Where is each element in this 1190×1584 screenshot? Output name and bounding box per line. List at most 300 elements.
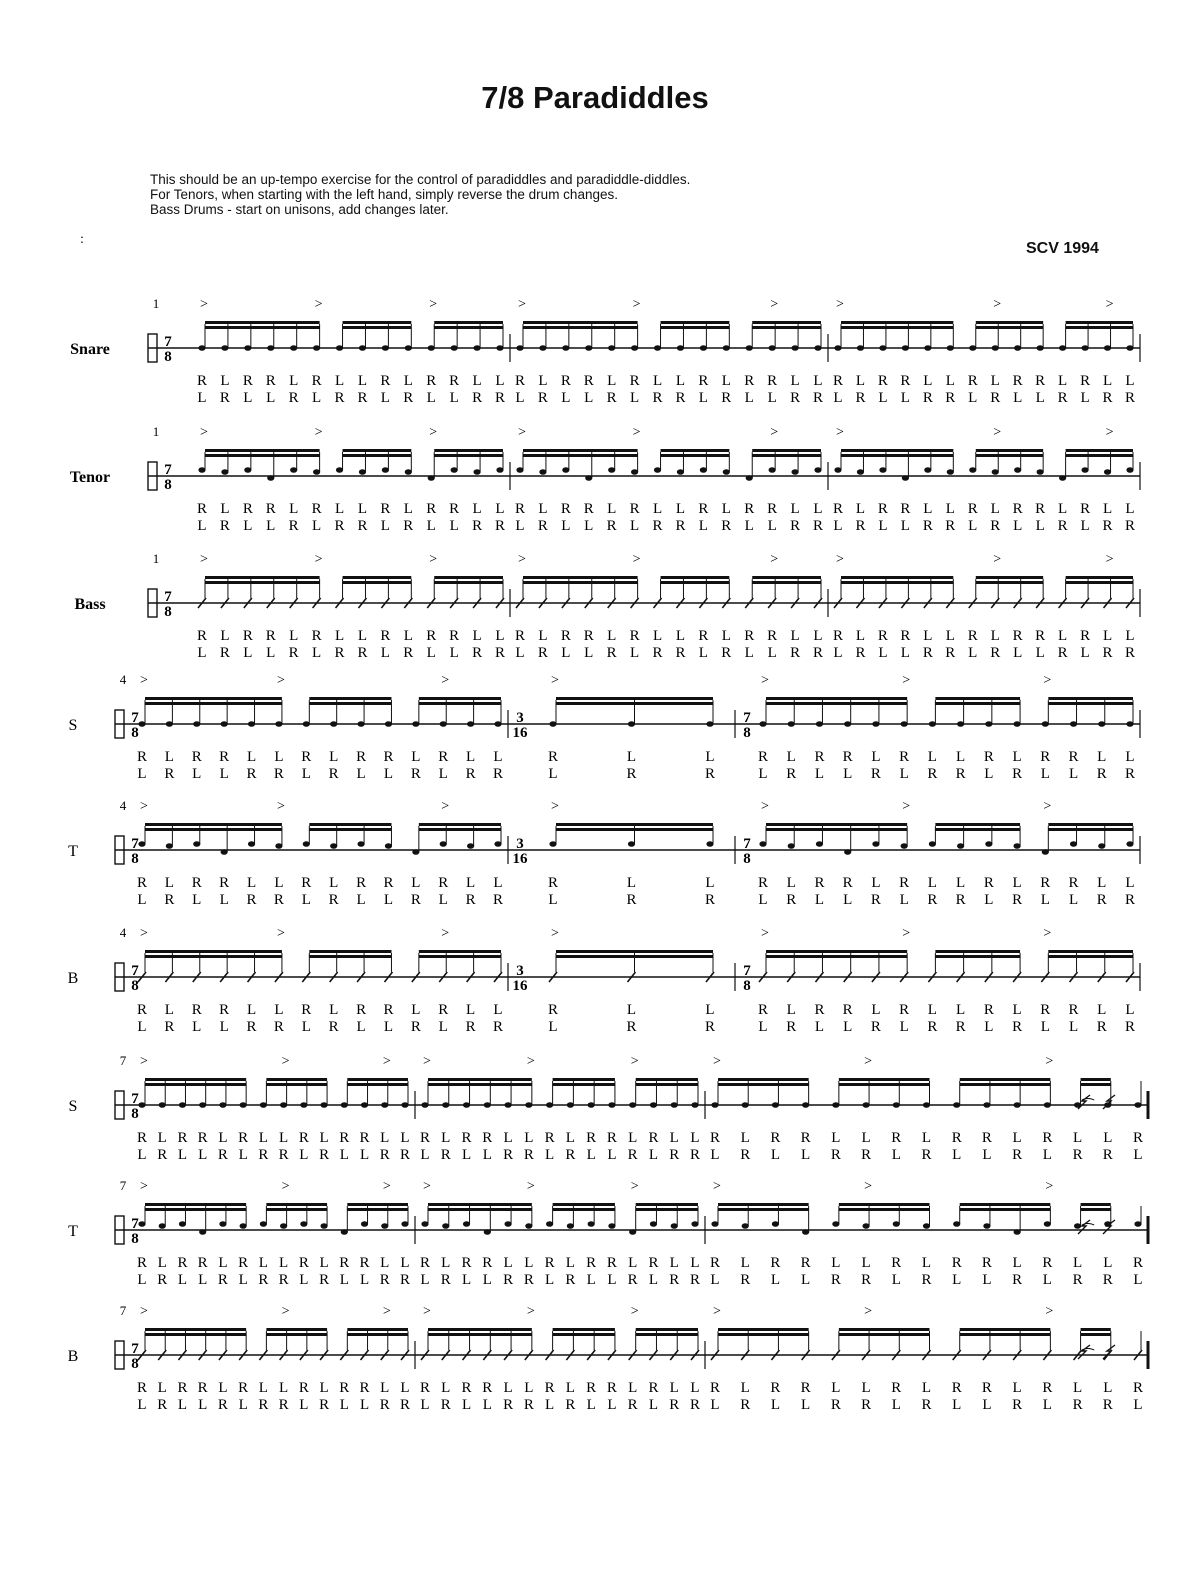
sticking-right: R [359,1255,370,1271]
sticking-right: L [274,1002,284,1018]
sticking-right: L [164,875,174,891]
sticking-right: R [426,628,437,644]
sticking-right: R [426,501,437,517]
beam [935,697,1020,700]
sticking-right: L [786,875,796,891]
beam [1081,1333,1111,1336]
sticking-left: L [814,892,825,908]
time-signature-bottom: 8 [131,1356,139,1372]
sticking-right: L [157,1380,167,1396]
beam [205,576,320,579]
beam [661,449,730,452]
sticking-right: R [981,1380,992,1396]
sticking-right: R [606,1130,617,1146]
sticking-left: L [698,390,708,406]
measure-number: 7 [119,1178,127,1193]
sticking-left: L [586,1272,596,1288]
sticking-left: L [770,1147,781,1163]
accent-mark: > [770,425,779,440]
sticking-right: L [1012,875,1022,891]
sticking-right: L [319,1255,329,1271]
accent-mark: > [140,673,148,688]
sticking-left: L [482,1397,492,1413]
time-signature-bottom: 16 [512,851,528,867]
instrument-label: S [68,1098,78,1115]
accent-mark: > [1105,297,1114,312]
sticking-left: R [357,645,368,661]
beam [145,950,282,953]
time-signature-top: 7 [131,1341,139,1357]
beam [553,1078,615,1081]
beam [309,697,391,700]
accent-mark: > [864,1304,873,1319]
sticking-left: R [626,1019,637,1035]
beam [1066,576,1133,579]
sticking-right: R [482,1130,493,1146]
sticking-left: L [833,390,843,406]
sticking-right: R [814,875,825,891]
sticking-right: L [945,501,955,517]
beam [1066,321,1133,324]
accent-mark: > [276,799,285,814]
sticking-left: L [192,1019,202,1035]
accent-mark: > [382,1179,391,1194]
beam [266,1203,327,1206]
sticking-left: L [1013,645,1023,661]
beam [766,823,907,826]
sticking-right: R [983,749,994,765]
sticking-right: R [832,628,844,644]
sticking-right: R [380,501,391,517]
sticking-right: R [356,749,367,765]
sticking-right: R [744,373,755,389]
sticking-right: R [1132,1130,1144,1146]
sticking-right: L [786,1002,796,1018]
sticking-right: L [923,501,933,517]
sticking-left: L [548,1019,558,1035]
sticking-right: R [196,501,208,517]
beam [419,823,501,826]
sticking-right: L [675,373,686,389]
sticking-right: L [956,749,966,765]
sticking-left: R [472,645,483,661]
time-signature-bottom: 8 [131,978,139,994]
sticking-right: R [301,875,312,891]
beam [839,1333,930,1336]
sticking-left: R [492,892,504,908]
sticking-right: L [258,1380,268,1396]
beam [976,326,1043,329]
sticking-left: L [339,1272,349,1288]
sticking-right: L [871,1002,881,1018]
sticking-right: L [441,1255,451,1271]
sticking-right: R [744,628,755,644]
sticking-left: R [1102,1397,1113,1413]
sticking-right: R [219,1002,230,1018]
sticking-right: L [1102,628,1113,644]
sticking-right: L [538,628,548,644]
sticking-left: R [523,1272,534,1288]
eighth-rest [1103,1345,1115,1359]
sticking-left: R [1102,645,1113,661]
sticking-left: R [1012,766,1023,782]
beam [266,1078,327,1081]
sticking-right: L [990,628,1000,644]
sticking-right: L [626,749,637,765]
sticking-left: R [399,1147,411,1163]
sticking-left: L [266,390,276,406]
sticking-right: R [586,1380,597,1396]
beam [145,1078,246,1081]
sticking-right: L [1125,1002,1135,1018]
sticking-right: L [956,875,966,891]
sticking-right: L [721,628,731,644]
accent-mark: > [1043,673,1052,688]
sticking-left: L [198,1272,208,1288]
sticking-right: L [690,1130,700,1146]
sticking-left: L [515,645,525,661]
sticking-left: R [790,518,801,534]
sticking-right: R [238,1380,249,1396]
sticking-right: R [482,1255,493,1271]
author-credit: SCV 1994 [1026,240,1099,257]
beam [1048,702,1133,705]
sticking-right: L [258,1130,268,1146]
sticking-left: R [669,1272,680,1288]
sticking-right: R [544,1130,555,1146]
sticking-left: R [626,892,637,908]
sticking-left: R [410,766,421,782]
sticking-right: R [191,875,202,891]
accent-mark: > [551,673,559,688]
sticking-left: L [197,645,207,661]
time-signature-bottom: 8 [164,349,172,365]
sticking-right: R [177,1255,188,1271]
sticking-right: L [813,501,823,517]
sticking-right: R [1040,1002,1051,1018]
accent-mark: > [1045,1179,1054,1194]
sticking-right: L [400,1380,410,1396]
sticking-left: L [984,766,994,782]
beam [553,1328,615,1331]
sticking-left: L [359,1147,370,1163]
intro-line: This should be an up-tempo exercise for the control of paradiddles and paradiddle-diddles. [150,172,691,187]
sticking-left: R [1072,1397,1083,1413]
sticking-right: L [652,501,663,517]
instrument-label: T [68,1223,78,1240]
sticking-right: L [329,875,339,891]
sticking-right: R [770,1380,781,1396]
beam [343,321,412,324]
sticking-left: L [197,518,207,534]
sticking-right: L [813,373,823,389]
sticking-left: L [561,518,571,534]
sticking-right: R [900,501,911,517]
sticking-left: R [652,518,663,534]
sticking-left: R [855,390,866,406]
sticking-left: L [1042,1272,1052,1288]
sticking-left: R [830,1272,841,1288]
sticking-right: L [380,1380,390,1396]
beam [434,449,503,452]
sticking-left: L [968,390,978,406]
beam [839,1328,930,1331]
sticking-left: R [689,1397,701,1413]
sticking-left: L [356,766,366,782]
beam [556,955,713,958]
sticking-right: L [466,749,476,765]
sticking-left: L [1042,1397,1052,1413]
sticking-left: L [1068,1019,1079,1035]
sticking-right: L [740,1380,750,1396]
sticking-left: L [359,1397,370,1413]
beam [523,449,638,452]
sticking-right: R [891,1255,902,1271]
sticking-left: L [814,766,825,782]
sticking-left: L [878,390,888,406]
sticking-left: R [1124,645,1136,661]
beam [145,1208,246,1211]
sticking-left: L [630,390,640,406]
sticking-left: R [379,1147,390,1163]
sticking-left: R [503,1397,514,1413]
beam [752,326,821,329]
sticking-right: L [921,1255,932,1271]
sticking-left: L [1068,766,1079,782]
sticking-right: L [871,749,881,765]
sticking-right: R [177,1380,188,1396]
sticking-right: R [951,1255,962,1271]
sticking-right: R [1042,1130,1053,1146]
accent-mark: > [276,926,285,941]
accent-mark: > [276,673,285,688]
sticking-right: R [419,1130,431,1146]
sticking-right: R [583,373,594,389]
beam [145,1083,246,1086]
sticking-right: R [191,1002,202,1018]
sticking-right: R [383,875,394,891]
sticking-left: L [198,1147,208,1163]
sticking-right: R [426,373,437,389]
sticking-right: R [1080,628,1091,644]
beam [266,1328,327,1331]
beam [1081,1203,1111,1206]
sticking-right: R [380,373,391,389]
sticking-right: R [648,1380,659,1396]
accent-mark: > [441,673,450,688]
sticking-left: L [801,1397,811,1413]
beam [556,950,713,953]
sticking-right: R [265,628,276,644]
time-signature-bottom: 16 [512,725,528,741]
sticking-left: R [1102,1272,1113,1288]
beam [661,321,730,324]
sticking-right: R [900,373,911,389]
sticking-left: R [357,518,368,534]
sticking-right: R [1035,628,1046,644]
sticking-right: L [524,1130,534,1146]
sticking-right: R [438,749,449,765]
sticking-right: L [855,501,866,517]
sticking-right: R [482,1380,493,1396]
sticking-left: R [1124,1019,1136,1035]
beam [1066,326,1133,329]
sticking-right: L [220,501,230,517]
sticking-right: R [359,1380,370,1396]
sticking-left: L [449,390,459,406]
sticking-right: L [927,875,937,891]
sticking-right: L [565,1380,575,1396]
sticking-left: L [301,1019,311,1035]
sticking-right: L [1012,1130,1022,1146]
sticking-left: L [891,1147,901,1163]
sticking-right: L [329,1002,339,1018]
sticking-left: R [675,518,686,534]
sticking-left: L [710,1147,720,1163]
sticking-right: R [1012,501,1023,517]
beam [523,576,638,579]
sticking-left: R [1072,1147,1083,1163]
beam [841,321,953,324]
sticking-left: L [833,645,843,661]
beam [752,576,821,579]
sticking-left: L [584,518,594,534]
beam [309,823,391,826]
sticking-left: L [952,1272,962,1288]
beam [766,828,907,831]
beam [205,449,320,452]
sticking-left: L [1035,518,1045,534]
accent-mark: > [761,799,769,814]
beam [960,1328,1051,1331]
sticking-right: R [981,1130,992,1146]
sticking-left: L [814,1019,825,1035]
sticking-left: R [955,892,966,908]
sticking-right: R [648,1255,659,1271]
sticking-right: R [698,628,709,644]
beam [343,449,412,452]
accent-mark: > [713,1179,721,1194]
sticking-right: L [164,749,174,765]
sticking-right: R [629,373,640,389]
sticking-right: L [380,1130,390,1146]
sticking-right: L [503,1255,513,1271]
rest-mark: ⁀ [1082,1100,1094,1115]
beam [145,828,282,831]
accent-mark: > [526,1054,535,1069]
sticking-right: R [648,1130,659,1146]
sticking-right: L [831,1130,841,1146]
sticking-right: R [339,1130,350,1146]
sticking-left: L [648,1397,659,1413]
sticking-right: R [767,628,778,644]
beam [752,321,821,324]
beam [1066,581,1133,584]
sticking-left: L [710,1397,720,1413]
beam [309,955,391,958]
beam [839,1078,930,1081]
sticking-left: L [899,892,909,908]
sticking-right: R [629,628,640,644]
sticking-right: L [607,628,617,644]
sticking-right: R [136,1255,148,1271]
sticking-right: L [258,1255,268,1271]
sticking-left: L [243,390,253,406]
beam [661,326,730,329]
sticking-right: L [628,1130,638,1146]
sticking-left: L [1068,892,1079,908]
beam [718,1208,809,1211]
sticking-left: L [219,892,229,908]
beam [766,702,907,705]
sticking-right: R [891,1380,902,1396]
time-signature-top: 7 [131,1091,139,1107]
sticking-right: L [705,749,715,765]
accent-mark: > [761,926,769,941]
sticking-right: R [238,1255,249,1271]
sticking-right: R [967,628,978,644]
sticking-left: L [982,1147,992,1163]
sticking-right: L [289,628,299,644]
sticking-left: R [922,645,933,661]
sticking-right: R [438,1002,449,1018]
sticking-left: L [710,1272,720,1288]
sticking-right: L [1072,1130,1083,1146]
sticking-right: R [744,501,755,517]
sticking-right: R [219,875,230,891]
sticking-left: R [217,1272,228,1288]
sticking-left: L [266,518,276,534]
sticking-right: L [690,1255,700,1271]
sticking-right: L [831,1380,841,1396]
sticking-right: R [1040,749,1051,765]
sticking-left: R [523,1397,534,1413]
sticking-left: L [1035,645,1045,661]
sticking-left: L [545,1397,555,1413]
accent-mark: > [993,425,1002,440]
sticking-right: L [861,1255,871,1271]
sticking-left: R [403,390,414,406]
sticking-right: L [357,501,368,517]
sticking-right: R [560,501,571,517]
sticking-right: L [274,749,284,765]
sticking-right: R [1040,875,1051,891]
accent-mark: > [314,552,323,567]
sticking-right: L [400,1130,410,1146]
sticking-right: R [1035,501,1046,517]
sticking-left: R [1102,1147,1113,1163]
sticking-right: R [298,1380,309,1396]
accent-mark: > [836,297,844,312]
sticking-left: L [545,1147,555,1163]
sticking-left: R [492,1019,504,1035]
sticking-left: R [870,892,881,908]
sticking-left: L [1133,1272,1143,1288]
sticking-right: R [238,1130,249,1146]
sticking-right: L [279,1380,289,1396]
sticking-left: L [1040,892,1050,908]
sticking-left: L [312,390,322,406]
sticking-left: L [243,645,253,661]
sticking-right: R [311,628,322,644]
beam [428,1083,532,1086]
beam [960,1203,1051,1206]
sticking-left: R [465,892,476,908]
sticking-left: R [870,766,881,782]
sticking-right: L [861,1380,871,1396]
beam [718,1083,809,1086]
beam [766,955,907,958]
